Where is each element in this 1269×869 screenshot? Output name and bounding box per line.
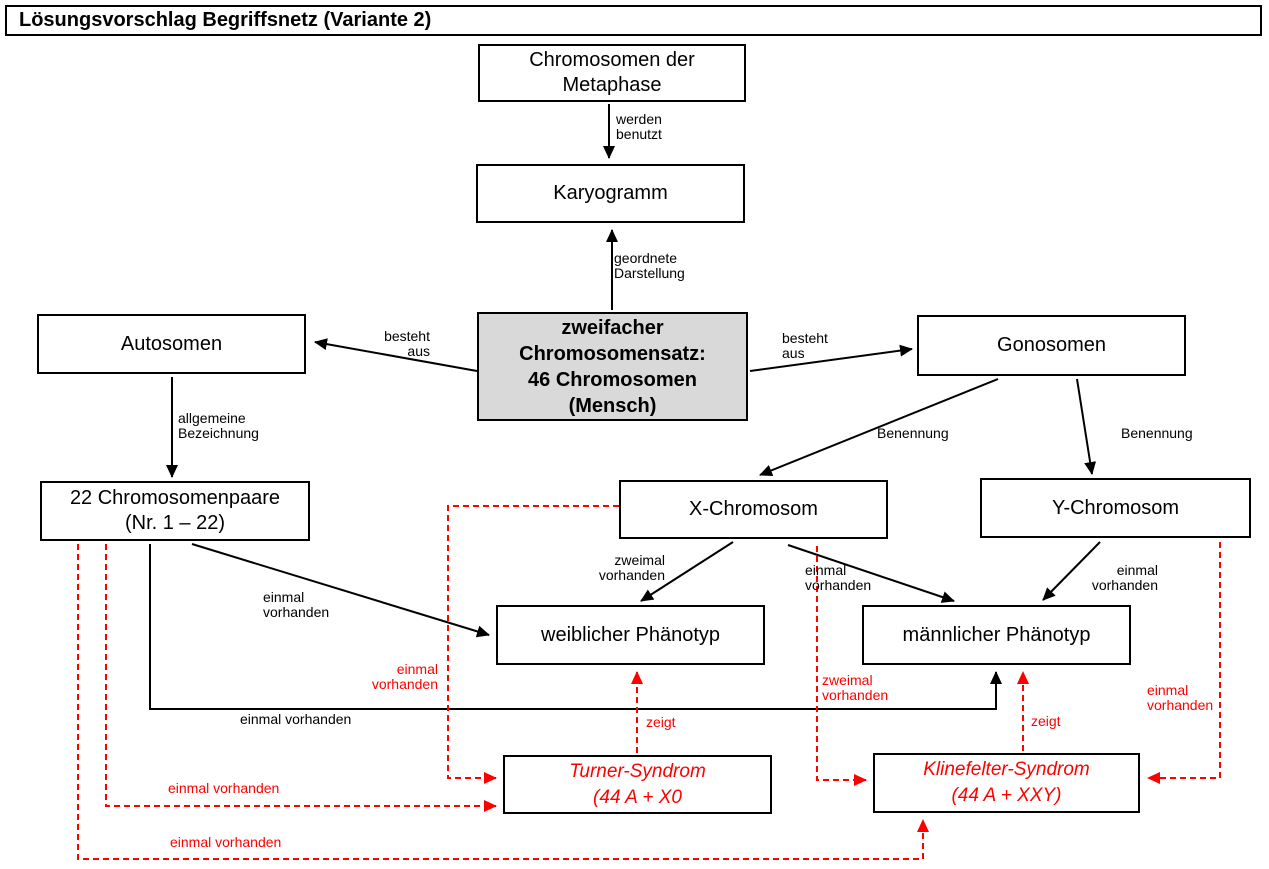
edge-gonosomen-y	[1077, 379, 1092, 474]
edge-paare-weiblich	[192, 544, 489, 635]
label-line: geordnete	[614, 250, 678, 266]
label-benennung-x: Benennung	[877, 425, 949, 441]
label-zweimal-vorhanden-x-klinefelter	[822, 673, 888, 703]
label-line: aus	[407, 343, 430, 359]
label-line: besteht	[384, 328, 430, 344]
label-line: Darstellung	[614, 265, 685, 281]
node-line: X-Chromosom	[689, 498, 818, 520]
node-x-chromosom	[619, 480, 888, 539]
label-allgemeine-bezeichnung	[178, 411, 259, 441]
label-besteht-aus-links	[360, 329, 430, 359]
label-line: einmal	[396, 661, 438, 677]
label-line: Bezeichnung	[178, 425, 259, 441]
node-line: Turner-Syndrom	[569, 760, 706, 782]
node-line: Metaphase	[562, 74, 662, 96]
label-benennung-y: Benennung	[1121, 425, 1193, 441]
label-geordnete-darstellung	[614, 251, 685, 281]
label-line: vorhanden	[822, 687, 889, 703]
label-line: vorhanden	[371, 676, 438, 692]
node-line: (Mensch)	[568, 394, 657, 417]
node-line: (44 A + XXY)	[951, 785, 1062, 806]
label-zweimal-vorhanden-weiblich	[595, 553, 665, 583]
label-line: besteht	[782, 330, 828, 346]
node-line: Chromosomen der	[529, 49, 695, 71]
node-line: Chromosomensatz:	[519, 342, 706, 365]
label-line: zweimal	[822, 672, 873, 688]
label-einmal-vorhanden-paare-klinefelter: einmal vorhanden	[170, 834, 282, 850]
edge-y-klinefelter	[1148, 542, 1220, 778]
label-line: vorhanden	[1147, 697, 1214, 713]
label-line: allgemeine	[178, 410, 246, 426]
label-line: einmal	[1116, 562, 1158, 578]
label-line: zweimal	[614, 552, 665, 568]
label-einmal-vorhanden-paare-weiblich	[263, 590, 329, 620]
node-zweifacher-chromosomensatz	[477, 312, 748, 421]
node-line: Y-Chromosom	[1051, 496, 1180, 519]
label-besteht-aus-rechts	[782, 331, 828, 361]
node-weiblicher-phaenotyp	[496, 605, 765, 665]
node-karyogramm	[476, 164, 745, 223]
label-line: einmal	[1147, 682, 1189, 698]
label-line: einmal	[805, 562, 847, 578]
label-line: vorhanden	[1091, 577, 1158, 593]
label-einmal-vorhanden-x-maennlich	[805, 563, 871, 593]
node-autosomen	[37, 314, 306, 374]
label-line: vorhanden	[598, 567, 665, 583]
node-line: Autosomen	[120, 332, 223, 355]
edge-satz-gonosomen	[750, 349, 912, 371]
label-einmal-vorhanden-y-maennlich	[1088, 563, 1158, 593]
node-line: Klinefelter-Syndrom	[923, 759, 1090, 780]
label-line: vorhanden	[263, 604, 330, 620]
label-line: benutzt	[616, 126, 662, 142]
label-line: aus	[782, 345, 805, 361]
label-zeigt-turner: zeigt	[646, 714, 676, 730]
node-line: zweifacher	[561, 316, 664, 339]
label-line: vorhanden	[805, 577, 872, 593]
label-einmal-vorhanden-paare-maennlich: einmal vorhanden	[240, 711, 352, 727]
node-turner-syndrom	[503, 755, 772, 814]
node-line: 22 Chromosomenpaare	[69, 487, 281, 509]
node-22-chromosomenpaare	[40, 481, 310, 541]
node-line: weiblicher Phänotyp	[541, 623, 720, 646]
node-y-chromosom	[980, 478, 1251, 538]
edge-paare-klinefelter	[78, 544, 923, 859]
label-zeigt-klinefelter: zeigt	[1031, 713, 1061, 729]
node-line: Gonosomen	[997, 334, 1106, 356]
label-line: einmal	[263, 589, 305, 605]
label-einmal-vorhanden-y-klinefelter	[1147, 683, 1213, 713]
label-einmal-vorhanden-x-turner	[368, 662, 438, 692]
diagram-title-text: Lösungsvorschlag Begriffsnetz (Variante 2)	[19, 9, 432, 31]
node-line: (44 A + X0	[593, 786, 682, 808]
node-maennlicher-phaenotyp	[862, 605, 1131, 665]
node-chromosomen-der-metaphase	[478, 44, 746, 102]
label-werden-benutzt	[616, 112, 662, 142]
node-klinefelter-syndrom	[873, 753, 1140, 813]
label-einmal-vorhanden-paare-turner: einmal vorhanden	[168, 780, 280, 796]
label-line: werden	[616, 111, 662, 127]
node-line: (Nr. 1 – 22)	[124, 512, 226, 534]
node-line: 46 Chromosomen	[528, 368, 697, 391]
node-gonosomen	[917, 315, 1186, 376]
diagram-title	[5, 5, 1262, 36]
node-line: männlicher Phänotyp	[902, 623, 1091, 646]
node-line: Karyogramm	[553, 182, 668, 204]
